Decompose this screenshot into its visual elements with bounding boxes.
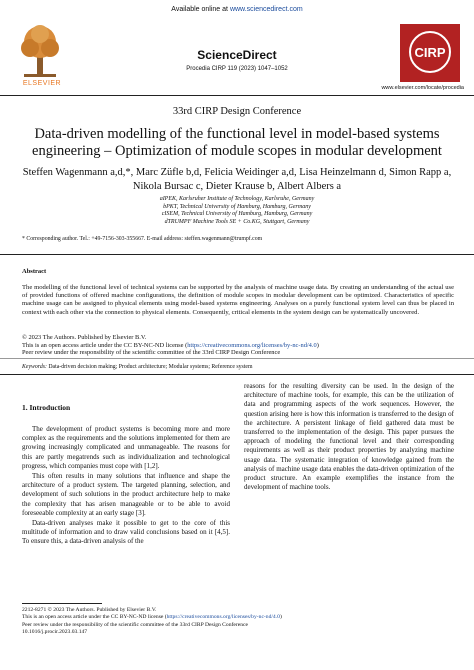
corresponding-author: * Corresponding author. Tel.: +49-7156-303-355667. E-mail address: steffen.wagenmann@trumpf.com: [22, 236, 263, 242]
svg-text:CIRP: CIRP: [414, 45, 446, 60]
footer-license-link[interactable]: https://creativecommons.org/licenses/by-nc-nd/4.0: [166, 614, 280, 621]
abstract-bottom-rule: [0, 374, 474, 375]
author-list: Steffen Wagenmann a,d,*, Marc Züfle b,d, Felicia Weidinger a,d, Lisa Heinzelmann d, Simon Rapp a, Nikola Bursac c, Dieter Krause b, Albert Albers a: [22, 167, 452, 192]
license-line: This is an open access article under the CC BY-NC-ND license (https://creativecommons.org/licenses/by-nc-nd/4.0): [22, 341, 319, 349]
license-link[interactable]: https://creativecommons.org/licenses/by-nc-nd/4.0: [187, 341, 317, 349]
body-paragraph: The development of product systems is becoming more and more complex as the requirements and the solutions implemented for them are growing increasingly complicated and unmanageable. The reasons for this are partly megatrends such as individualization and technological progress, which companies must cope with [1,2].: [22, 425, 230, 470]
keywords-line: [22, 364, 454, 370]
peer-review-line: Peer review under the responsibility of the scientific committee of the 33rd CIRP Design Conference: [22, 349, 281, 357]
abstract-text: The modelling of the functional level of technical systems can be supported by the analysis of machine usage data. By creating an understanding of the actual use of provided functions of offered machine configurations, the definition of module scopes in modular development can be optimized. Characteristics of specific machine usage can be assigned to physical elements using model-based systems engineering. Analyses on a purely functional system level can thus be placed in context with each other via the connection to physical elements. Consequently, critical elements in the system design can be systematically uncovered.: [22, 284, 454, 316]
body-paragraph: reasons for the resulting diversity can be used. In the design of the architecture of machine tools, for example, this can be the utilization of data and programming aspects of the work sequences. However, the question arising here is how this information is transferred to the design of the architecture. A persistent linkage of field gathered data must be transferred to the implementation of the design. This paper pursues the approach of modeling the functional level and their corresponding requirements as well as their product properties by analyzing machine usage data. The systematic integration of knowledge gained from the analysis of machine usage data enables the data-driven optimization of the product structure. An example exemplifies the instance from the development of machine tools.: [244, 382, 454, 492]
elsevier-wordmark: ELSEVIER: [22, 80, 62, 87]
conference-name: 33rd CIRP Design Conference: [172, 106, 302, 117]
doi-line[interactable]: 10.1016/j.procir.2023.03.147: [22, 628, 88, 635]
keywords-label: Keywords:: [22, 364, 47, 370]
body-paragraph: Data-driven analyses make it possible to get to the core of this multitude of information and to draw valid conclusions based on it [4,5]. To ensure this, a data-driven analysis of the: [22, 519, 230, 546]
body-paragraph: This often results in many solutions that influence and shape the architecture of a product system. The targeted planning, selection, and development of such solutions in the product architecture help to make the complexity that has arisen manageable or to be able to avoid foreseeable complexity at an early stage [3].: [22, 472, 230, 517]
affiliation-line: dTRUMPF Machine Tools SE + Co.KG, Stuttgart, Germany: [164, 218, 310, 225]
abstract-heading: Abstract: [22, 268, 47, 275]
keywords-list: Data-driven decision making; Product architecture; Modular systems; Reference system: [48, 364, 253, 370]
elsevier-url[interactable]: www.elsevier.com/locate/procedia: [381, 85, 464, 91]
journal-citation: Procedia CIRP 119 (2023) 1047–1052: [186, 66, 288, 72]
journal-name: ScienceDirect: [197, 48, 277, 62]
affiliation-line: bPKT, Technical University of Hamburg, Hamburg, Germany: [163, 203, 311, 210]
right-column: [244, 382, 454, 493]
affiliation-line: cISEM, Technical University of Hamburg, Hamburg, Germany: [161, 211, 313, 217]
copyright-line: © 2023 The Authors. Published by Elsevier B.V.: [22, 334, 147, 341]
affiliations: [20, 196, 454, 226]
elsevier-tree-logo: [10, 20, 70, 80]
footer-license-line: This is an open access article under the CC BY-NC-ND license (https://creativecommons.org/licenses/by-nc-nd/4.0): [22, 614, 282, 621]
cirp-logo: [400, 24, 460, 82]
header-rule: [0, 95, 474, 96]
issn-line: 2212-8271 © 2023 The Authors. Published by Elsevier B.V.: [22, 607, 157, 613]
abstract-top-rule: [0, 254, 474, 255]
copyright-block: [22, 334, 454, 357]
availability-prefix: Available online at: [171, 6, 230, 13]
footer-block: [22, 607, 454, 636]
footer-peer-review: Peer review under the responsibility of the scientific committee of the 33rd CIRP Design Conference: [22, 621, 248, 628]
section-heading: 1. Introduction: [22, 403, 71, 412]
keywords-rule: [0, 358, 474, 359]
paper-title: Data-driven modelling of the functional level in model-based systems engineering – Optimization of module scopes in modular development: [32, 126, 442, 159]
affiliation-line: aIPEK, Karlsruher Institute of Technology, Karlsruhe, Germany: [159, 196, 315, 202]
left-column: [22, 403, 230, 548]
journal-block: [90, 48, 384, 72]
sciencedirect-link[interactable]: www.sciencedirect.com: [229, 6, 303, 13]
availability-line: [0, 6, 474, 13]
footer-rule: [22, 603, 102, 604]
